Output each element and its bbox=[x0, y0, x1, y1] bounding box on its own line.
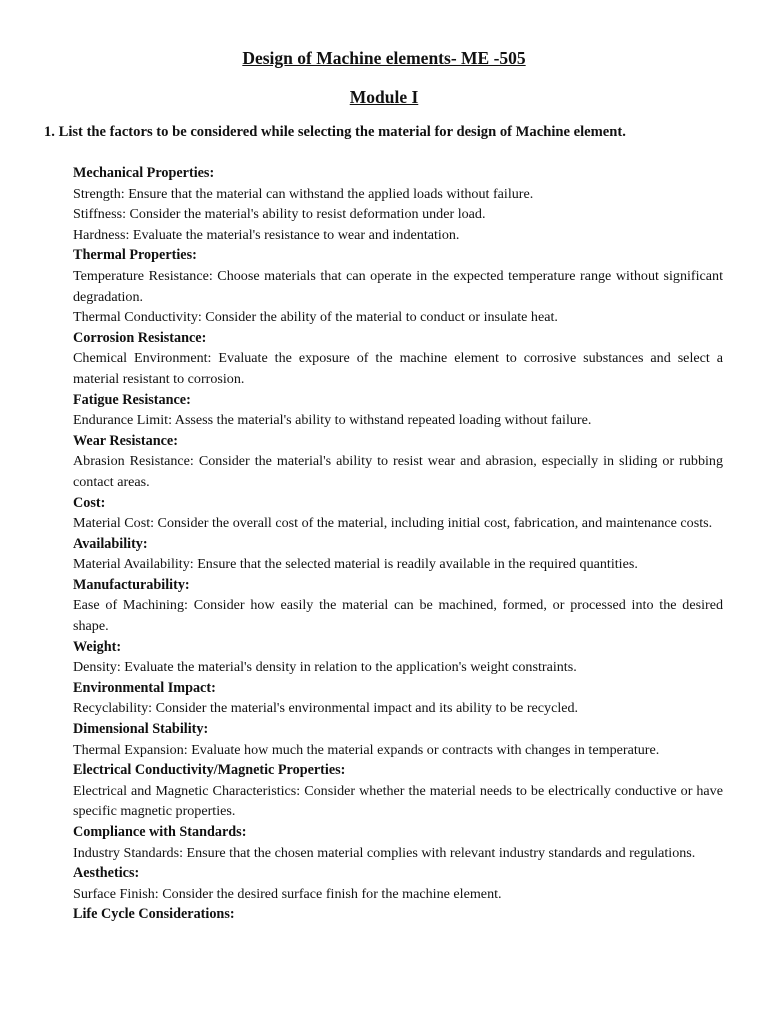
section-paragraph: Thermal Expansion: Evaluate how much the material expands or contracts with changes in temperature. bbox=[73, 741, 660, 758]
section-heading: Fatigue Resistance: bbox=[73, 391, 191, 408]
factor-section bbox=[73, 390, 723, 431]
section-heading: Manufacturability: bbox=[73, 576, 190, 593]
section-heading: Availability: bbox=[73, 535, 148, 552]
factor-section bbox=[73, 904, 723, 925]
document-title: Design of Machine elements- ME -505 bbox=[242, 48, 526, 68]
factor-section bbox=[73, 719, 723, 760]
section-paragraph: Material Availability: Ensure that the selected material is readily available in the required quantities. bbox=[73, 556, 638, 573]
section-paragraph: Temperature Resistance: Choose materials that can operate in the expected temperature range without significant degradation. bbox=[73, 267, 723, 305]
question-text: 1. List the factors to be considered while selecting the material for design of Machine element. bbox=[44, 124, 626, 140]
section-heading: Compliance with Standards: bbox=[73, 824, 247, 840]
section-heading: Electrical Conductivity/Magnetic Properties: bbox=[73, 762, 346, 779]
section-paragraph: Density: Evaluate the material's density in relation to the application's weight constraints. bbox=[73, 659, 577, 676]
factor-section bbox=[73, 493, 723, 534]
factor-section bbox=[73, 822, 723, 863]
factor-sections bbox=[73, 163, 723, 925]
module-title: Module I bbox=[349, 87, 419, 107]
factor-section bbox=[73, 637, 723, 678]
section-heading: Environmental Impact: bbox=[73, 679, 216, 696]
section-paragraph: Recyclability: Consider the material's environmental impact and its ability to be recycled. bbox=[73, 700, 579, 717]
section-paragraph: Material Cost: Consider the overall cost of the material, including initial cost, fabrication, and maintenance costs. bbox=[73, 515, 713, 532]
section-paragraph: Ease of Machining: Consider how easily the material can be machined, formed, or processed into the desired shape. bbox=[73, 597, 723, 635]
section-paragraph: Industry Standards: Ensure that the chosen material complies with relevant industry standards and regulations. bbox=[73, 844, 696, 861]
section-heading: Aesthetics: bbox=[73, 865, 140, 882]
factor-section bbox=[73, 431, 723, 493]
factor-section bbox=[73, 575, 723, 637]
factor-section bbox=[73, 678, 723, 719]
section-paragraph: Surface Finish: Consider the desired surface finish for the machine element. bbox=[73, 885, 502, 902]
factor-section bbox=[73, 163, 723, 245]
section-paragraph: Endurance Limit: Assess the material's ability to withstand repeated loading without failure. bbox=[73, 412, 592, 429]
factor-section bbox=[73, 760, 723, 822]
section-heading: Dimensional Stability: bbox=[73, 721, 209, 738]
factor-section bbox=[73, 863, 723, 904]
section-heading: Weight: bbox=[73, 638, 122, 655]
factor-section bbox=[73, 328, 723, 390]
section-paragraph: Abrasion Resistance: Consider the material's ability to resist wear and abrasion, especially in sliding or rubbing contact areas. bbox=[73, 453, 723, 490]
factor-section bbox=[73, 245, 723, 327]
section-heading: Cost: bbox=[73, 494, 106, 511]
section-heading: Corrosion Resistance: bbox=[73, 329, 207, 346]
factor-section bbox=[73, 534, 723, 575]
section-paragraph: Thermal Conductivity: Consider the ability of the material to conduct or insulate heat. bbox=[73, 309, 558, 326]
section-paragraph: Strength: Ensure that the material can withstand the applied loads without failure. bbox=[73, 185, 534, 202]
section-heading: Wear Resistance: bbox=[73, 432, 178, 449]
section-paragraph: Hardness: Evaluate the material's resistance to wear and indentation. bbox=[73, 226, 460, 243]
section-paragraph: Chemical Environment: Evaluate the exposure of the machine element to corrosive substances and select a material resistant to corrosion. bbox=[73, 350, 723, 387]
section-heading: Mechanical Properties: bbox=[73, 165, 215, 181]
section-heading: Life Cycle Considerations: bbox=[73, 906, 235, 923]
section-paragraph: Electrical and Magnetic Characteristics: Consider whether the material needs to be electrically conductive or have specific magnetic properties. bbox=[73, 782, 723, 820]
section-paragraph: Stiffness: Consider the material's ability to resist deformation under load. bbox=[73, 206, 486, 223]
section-heading: Thermal Properties: bbox=[73, 247, 197, 264]
